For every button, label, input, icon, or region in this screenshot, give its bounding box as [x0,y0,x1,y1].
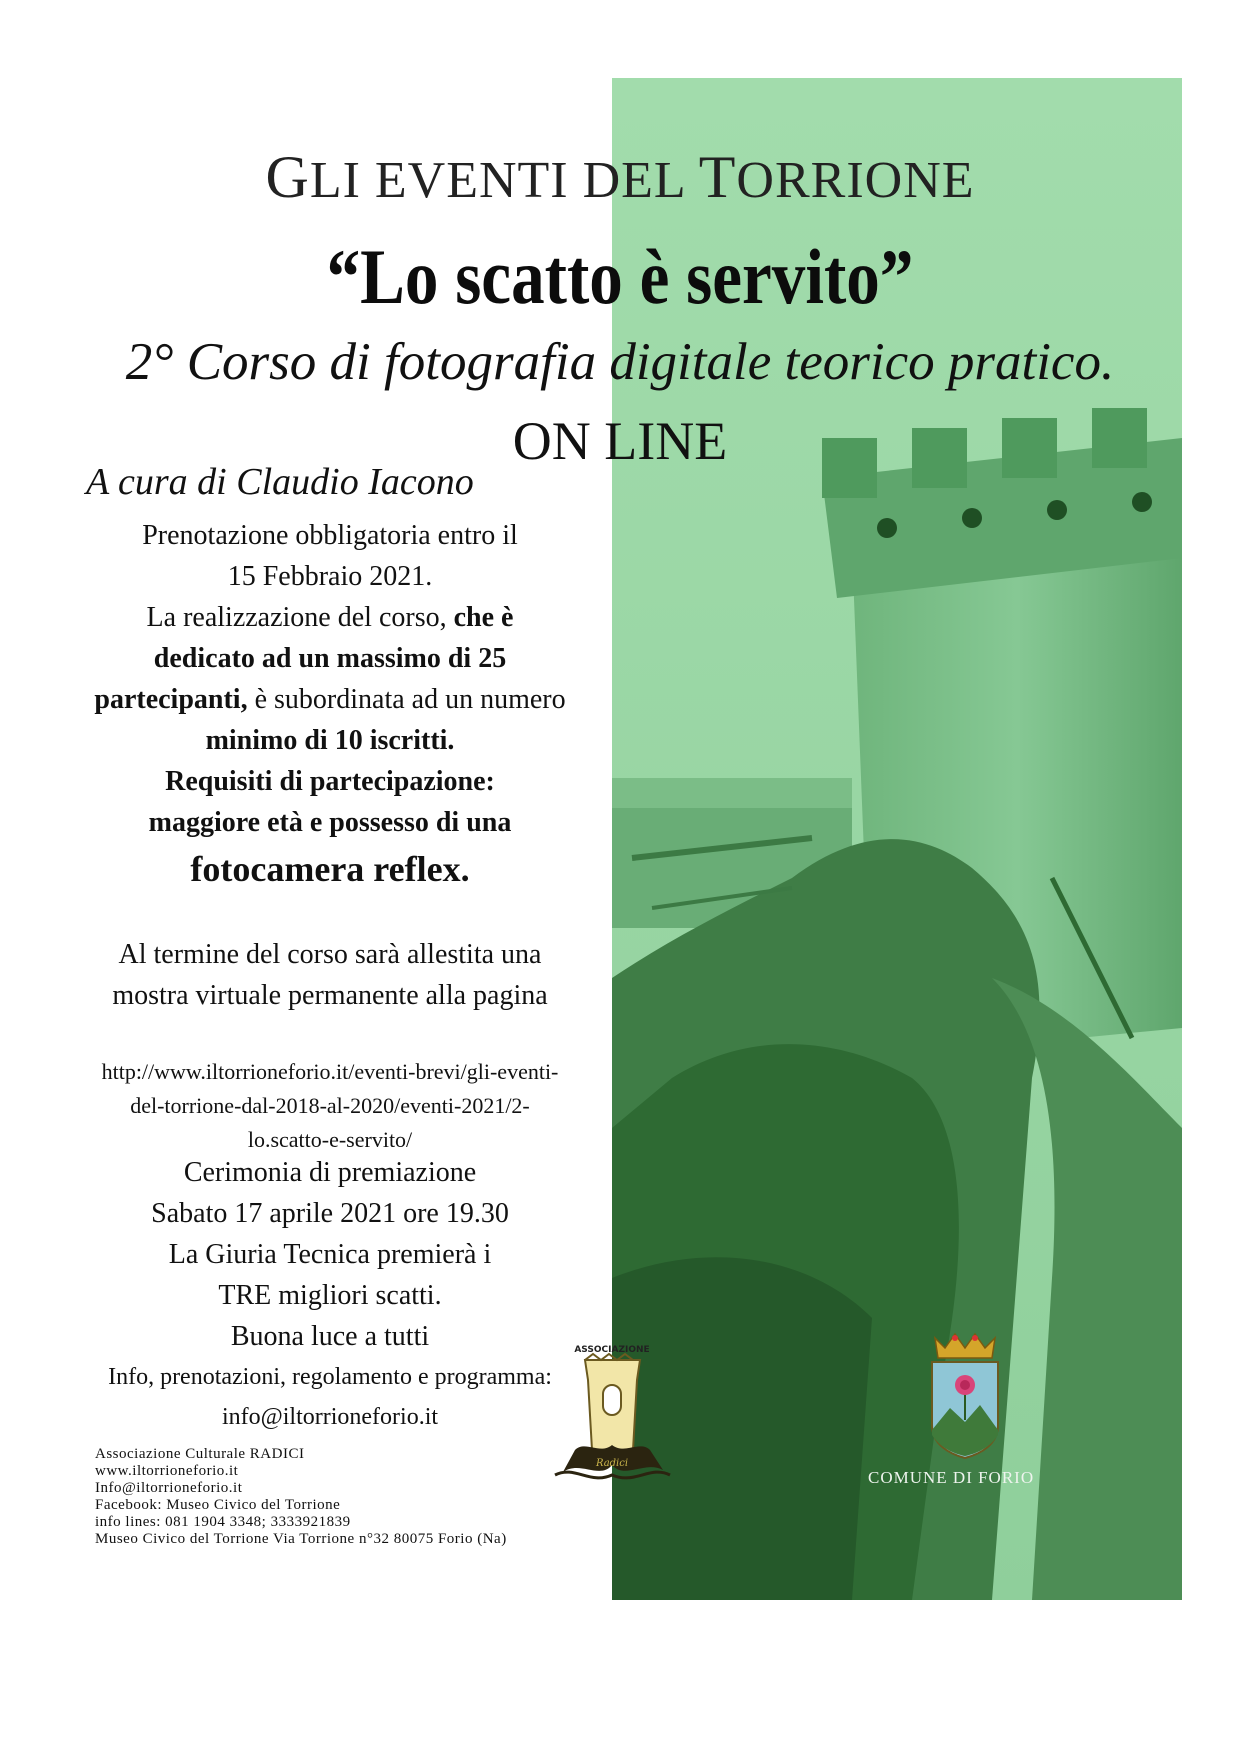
conditions-block [60,597,600,895]
ceremony-block [60,1152,600,1357]
series-text-1: LI EVENTI DEL [309,152,699,209]
booking-line-1: Prenotazione obbligatoria entro il [142,520,518,551]
association-logo-text: ASSOCIAZIONE [574,1345,650,1355]
info-email[interactable]: info@iltorrioneforio.it [221,1404,439,1430]
series-text-2: ORRIONE [736,152,975,209]
online-label: ON LINE [512,411,728,471]
info-block [60,1357,600,1437]
info-line: Info, prenotazioni, regolamento e programma: [108,1364,552,1390]
footer-website[interactable]: www.iltorrioneforio.it [95,1463,239,1479]
ceremony-line-4: TRE migliori scatti. [218,1280,442,1311]
event-title: “Lo scatto è servito” [326,233,914,320]
curator-line: A cura di Claudio Iacono [86,461,474,503]
url-line-1: http://www.iltorrioneforio.it/eventi-brevi/gli-eventi- [101,1059,559,1084]
comune-crest [920,1330,1010,1465]
requirements-camera: fotocamera reflex. [190,849,470,889]
conditions-text-3b: è subordinata ad un numero [247,684,566,715]
ceremony-line-3: La Giuria Tecnica premierà i [168,1239,492,1270]
exhibition-block [60,934,600,1016]
series-heading [0,143,1240,212]
url-line-3: lo.scatto-e-servito/ [247,1127,413,1152]
conditions-line-4: minimo di 10 iscritti. [205,725,455,756]
ceremony-line-5: Buona luce a tutti [230,1321,430,1352]
footer-contacts [95,1446,507,1548]
url-line-2: del-torrione-dal-2018-al-2020/eventi-2021/2- [130,1093,530,1118]
series-cap-t: T [698,144,737,210]
booking-block [60,515,600,597]
footer-address: Museo Civico del Torrione Via Torrione n°32 80075 Forio (Na) [95,1531,507,1547]
series-cap-g: G [265,144,310,210]
conditions-text-1b: che è [453,602,514,633]
exhibition-line-2: mostra virtuale permanente alla pagina [112,980,548,1011]
event-subtitle: 2° Corso di fotografia digitale teorico pratico. [125,333,1115,391]
footer-facebook: Facebook: Museo Civico del Torrione [95,1497,341,1513]
conditions-text-3a: partecipanti, [94,684,248,715]
footer-association: Associazione Culturale RADICI [95,1446,305,1462]
exhibition-url[interactable] [60,1055,600,1157]
footer-email[interactable]: Info@iltorrioneforio.it [95,1480,243,1496]
booking-line-2: 15 Febbraio 2021. [227,561,433,592]
ceremony-line-1: Cerimonia di premiazione [183,1157,477,1188]
association-radici-logo [545,1340,680,1495]
exhibition-line-1: Al termine del corso sarà allestita una [118,939,542,970]
conditions-line-2: dedicato ad un massimo di 25 [153,643,507,674]
requirements-line: maggiore età e possesso di una [148,807,512,838]
conditions-line-3 [60,679,600,720]
conditions-line-1 [60,597,600,638]
association-logo-subtext: Radici [595,1458,629,1469]
footer-phones: info lines: 081 1904 3348; 3333921839 [95,1514,351,1530]
conditions-text-1a: La realizzazione del corso, [146,602,454,633]
ceremony-line-2: Sabato 17 aprile 2021 ore 19.30 [151,1198,509,1229]
comune-label: COMUNE DI FORIO [868,1468,1035,1487]
requirements-heading: Requisiti di partecipazione: [165,766,495,797]
